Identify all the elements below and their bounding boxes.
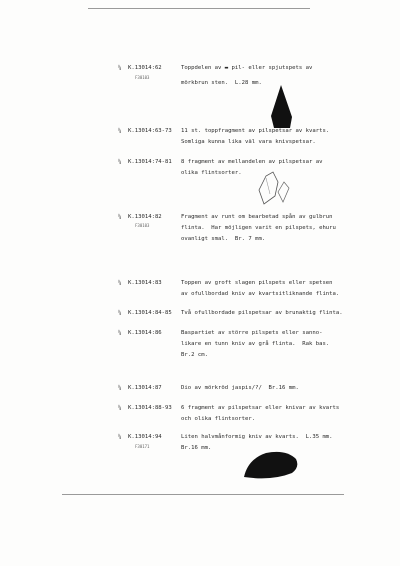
description-line: och olika flintsorter. [181,416,256,422]
catalog-number: K.13014:62 [128,65,162,71]
description-line: Två ofullbordade pilspetsar av brunaktig flinta. [181,310,343,316]
catalog-number: K.13014:82 [128,214,162,220]
description-line: mörkbrun sten. L.28 mm. [181,80,262,86]
description-line: ovanligt smal. Br. 7 mm. [181,236,266,242]
entry-prefix: ¼ [118,310,122,316]
catalog-number: K.13014:88-93 [128,405,172,411]
catalog-number: K.13014:83 [128,280,162,286]
description-line: Somliga kunna lika väl vara knivspetsar. [181,139,316,145]
top-rule [88,8,310,9]
description-line: olika flintsorter. [181,170,242,176]
handwritten-note: F30103 [135,223,150,228]
entry-prefix: ¼ [118,434,122,440]
description-line: 8 fragment av mellandelen av pilspetsar av [181,159,323,165]
description-line: Toppdelen av ▬ pil- eller spjutspets av [181,65,313,71]
handwritten-note: F30103 [135,75,150,80]
catalog-number: K.13014:87 [128,385,162,391]
entry-prefix: ¼ [118,405,122,411]
description-line: 6 fragment av pilspetsar eller knivar av kvarts [181,405,340,411]
description-line: Br.2 cm. [181,352,208,358]
description-line: flinta. Har möjligen varit en pilspets, ehuru [181,225,336,231]
description-line: likare en tunn kniv av grå flinta. Rak bas. [181,341,330,347]
description-line: Liten halvmånformig kniv av kvarts. L.35 mm. [181,434,333,440]
description-line: Dio av mörkröd jaspis/?/ Br.16 mm. [181,385,299,391]
description-line: 11 st. toppfragment av pilspetsar av kvarts. [181,128,330,134]
catalog-number: K.13014:84-85 [128,310,172,316]
entry-prefix: ¼ [118,280,122,286]
description-line: av ofullbordad kniv av kvartsitliknande flinta. [181,291,340,297]
catalog-number: K.13014:94 [128,434,162,440]
fragment-drawing [256,168,292,208]
description-line: Fragment av runt om bearbetad spån av gulbrun [181,214,333,220]
description-line: Toppen av groft slagen pilspets eller spetsen [181,280,333,286]
half-moon-knife-drawing [242,447,302,481]
catalog-number: K.13014:74-81 [128,159,172,165]
arrowhead-tip-drawing [268,84,294,130]
catalog-number: K.13014:86 [128,330,162,336]
catalog-number: K.13014:63-73 [128,128,172,134]
entry-prefix: ¼ [118,330,122,336]
entry-prefix: ¼ [118,214,122,220]
bottom-rule [62,494,344,495]
entry-prefix: ¼ [118,65,122,71]
entry-prefix: ¼ [118,159,122,165]
description-line: Br.16 mm. [181,445,212,451]
entry-prefix: ¼ [118,385,122,391]
description-line: Baspartiet av större pilspets eller sanno- [181,330,323,336]
entry-prefix: ¼ [118,128,122,134]
handwritten-note: F30171 [135,444,150,449]
